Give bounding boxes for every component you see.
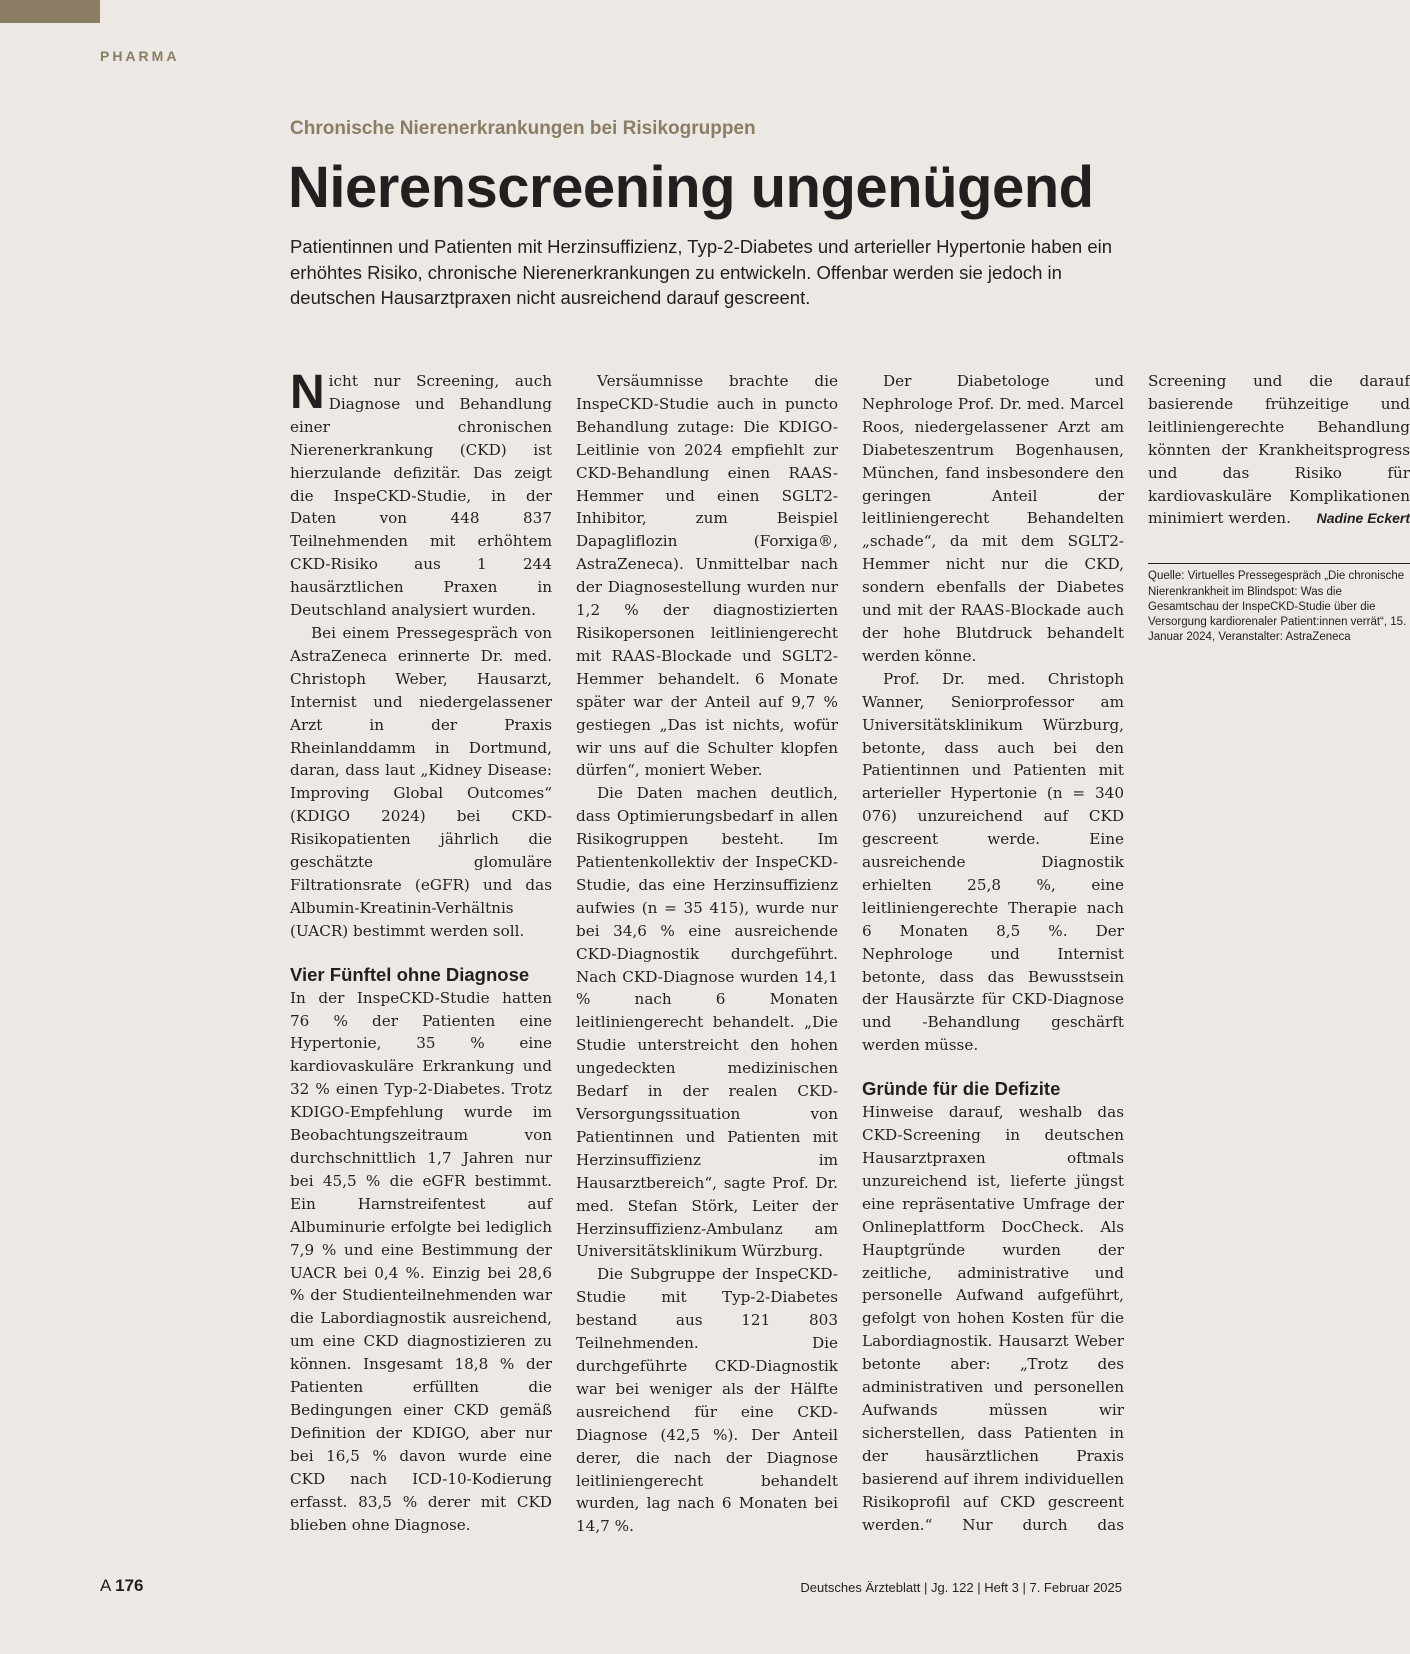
journal-info: Deutsches Ärzteblatt | Jg. 122 | Heft 3 | 7. Februar 2025 [800,1580,1122,1595]
paragraph-4: Versäumnisse brachte die InspeCKD-Studie auch in puncto Behandlung zutage: Die KDIGO-Leitlinie von 2024 empfiehlt zur CKD-Behandlung einen RAAS-Hemmer und einen SGLT2-Inhibitor, zum Beispiel Dapagliflozin (Forxiga®, AstraZeneca). Unmittelbar nach der Diagnosestellung wurden nur 1,2 % der diagnostizierten Risikopersonen leitliniengerecht mit RAAS-Blockade und SGLT2-Hemmer behandelt. 6 Monate später war der Anteil auf 9,7 % gestiegen „Das ist nichts, wofür wir uns auf die Schulter klopfen dürfen“, moniert Weber. [576,372,838,780]
paragraph-5: Die Daten machen deutlich, dass Optimierungsbedarf in allen Risikogruppen besteht. Im Patientenkollektiv der InspeCKD-Studie, das eine Herzinsuffizienz aufwies (n = 35 415), wurde nur bei 34,6 % eine ausreichende CKD-Diagnostik durchgeführt. Nach CKD-Diagnose wurden 14,1 % nach 6 Monaten leitliniengerecht behandelt. „Die Studie unterstreicht den hohen ungedeckten medizinischen Bedarf in der realen CKD-Versorgungssituation von Patientinnen und Patienten mit Herzinsuffizienz im Hausarztbereich“, sagte Prof. Dr. med. Stefan Störk, Leiter der Herzinsuffizienz-Ambulanz am Universitätsklinikum Würzburg. [576,784,838,1261]
page-prefix: A [100,1576,111,1595]
headline: Nierenscreening ungenügend [288,155,1094,220]
paragraph-7: Der Diabetologe und Nephrologe Prof. Dr. med. Marcel Roos, niedergelassener Arzt am Diabeteszentrum Bogenhausen, München, fand insbesondere den geringen Anteil der leitliniengerecht Behandelten „schade“, da mit dem SGLT2-Hemmer nicht nur die CKD, sondern ebenfalls der Diabetes und mit der RAAS-Blockade auch der hohe Blutdruck behandelt werden könne. [862,372,1124,665]
paragraph-6: Die Subgruppe der InspeCKD-Studie mit Typ-2-Diabetes bestand aus 121 803 Teilnehmenden. Die durchgeführte CKD-Diagnostik war bei weniger als der Hälfte ausreichend für eine CKD-Diagnose (42,5 %). Der Anteil derer, die nach der Diagnose leitliniengerecht behandelt wurden, lag nach 6 Monaten bei 14,7 %. [576,1265,838,1536]
article-body [290,366,1410,1550]
paragraph-2: Bei einem Pressegespräch von AstraZeneca erinnerte Dr. med. Christoph Weber, Hausarzt, Internist und niedergelassener Arzt in der Praxis Rheinlanddamm in Dortmund, daran, dass laut „Kidney Disease: Improving Global Outcomes“ (KDIGO 2024) bei CKD-Risikopatienten jährlich die geschätzte glomuläre Filtrationsrate (eGFR) und das Albumin-Kreatinin-Verhältnis (UACR) bestimmt werden soll. [290,623,552,940]
dropcap: N [290,366,325,419]
author-byline: Nadine Eckert [1316,510,1410,527]
subheading-diagnose: Vier Fünftel ohne Diagnose [290,963,530,985]
section-label: PHARMA [100,48,180,64]
article-header [290,118,1120,311]
source-note: Quelle: Virtuelles Pressegespräch „Die chronische Nierenkrankheit im Blindspot: Was die Gesamtschau der InspeCKD-Studie über die Versorgung kardiorenaler Patient:innen verrät“, 15. Januar 2024, Veranstalter: AstraZeneca [1148,563,1410,645]
paragraph-3: In der InspeCKD-Studie hatten 76 % der Patienten eine Hypertonie, 35 % eine kardiovaskuläre Erkrankung und 32 % einen Typ-2-Diabetes. Trotz KDIGO-Empfehlung wurde im Beobachtungszeitraum von durchschnittlich 1,7 Jahren nur bei 45,5 % die eGFR bestimmt. Ein Harnstreifentest auf Albuminurie erfolgte bei lediglich 7,9 % und eine Bestimmung der UACR bei 0,4 %. Einzig bei 28,6 % der Studienteilnehmenden war die Labordiagnostik ausreichend, um eine CKD diagnostizieren zu können. Insgesamt 18,8 % der Patienten erfüllten die Bedingungen einer CKD gemäß Definition der KDIGO, aber nur bei 16,5 % davon wurde eine CKD nach ICD-10-Kodierung erfasst. 83,5 % derer mit CKD blieben ohne Diagnose. [290,988,552,1534]
lead-paragraph: Patientinnen und Patienten mit Herzinsuffizienz, Typ-2-Diabetes und arterieller Hypertonie haben ein erhöhtes Risiko, chronische Nierenerkrankungen zu entwickeln. Offenbar werden sie jedoch in deutschen Hausarztpraxen nicht ausreichend darauf gescreent. [290,236,1113,308]
subheading-defizite: Gründe für die Defizite [862,1078,1061,1100]
kicker: Chronische Nierenerkrankungen bei Risikogruppen [290,118,756,139]
corner-accent-bar [0,0,100,23]
page-number-value: 176 [115,1576,144,1595]
paragraph-8: Prof. Dr. med. Christoph Wanner, Seniorprofessor am Universitätsklinikum Würzburg, betonte, dass auch bei den Patientinnen und Patienten mit arterieller Hypertonie (n = 340 076) unzureichend auf CKD gescreent werde. Eine ausreichende Diagnostik erhielten 25,8 %, eine leitliniengerechte Therapie nach 6 Monaten 8,5 %. Der Nephrologe und Internist betonte, dass das Bewusstsein der Hausärzte für CKD-Diagnose und -Behandlung geschärft werden müsse. [862,669,1124,1055]
paragraph-1 [290,366,552,622]
paragraph-9-text: Hinweise darauf, weshalb das CKD-Screening in deutschen Hausarztpraxen oftmals unzureichend ist, lieferte jüngst eine repräsentative Umfrage der Onlineplattform DocCheck. Als Hauptgründe wurden der zeitliche, administrative und personelle Aufwand aufgeführt, gefolgt von hohen Kosten für die Labordiagnostik. Hausarzt Weber betonte aber: „Trotz des administrativen und personellen Aufwands müssen wir sicherstellen, dass Patienten in der hausärztlichen Praxis basierend auf ihrem individuellen Risikoprofil auf CKD gescreent werden.“ Nur durch das Screening und die darauf basierende frühzeitige und leitliniengerechte Behandlung könnten der Krankheitsprogress und das Risiko für kardiovaskuläre Komplikationen minimiert werden. [862,372,1410,1534]
page-number [100,1576,144,1596]
paragraph-1-text: icht nur Screening, auch Diagnose und Behandlung einer chronischen Nierenerkrankung (CKD) ist hierzulande defizitär. Das zeigt die InspeCKD-Studie, in der Daten von 448 837 Teilnehmenden mit erhöhtem CKD-Risiko aus 1 244 hausärztlichen Praxen in Deutschland analysiert wurden. [290,372,552,620]
